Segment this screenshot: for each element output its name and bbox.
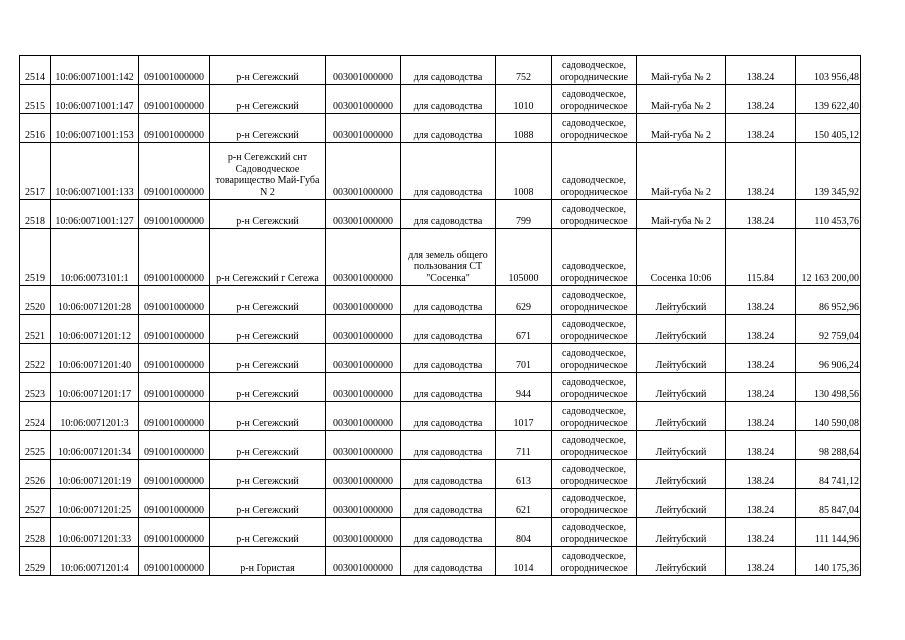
permitted-use-cell: для садоводства [401,431,496,460]
table-row [20,286,861,315]
permitted-use-cell: для садоводства [401,373,496,402]
land-category-cell: садоводческое, огородническое [552,518,637,547]
address-cell: р-н Сегежский [210,489,326,518]
oktmo-code-cell: 003001000000 [326,547,401,576]
row-number-cell: 2520 [20,286,51,315]
cadastral-value-cell: 139 345,92 [796,143,861,200]
permitted-use-cell: для садоводства [401,286,496,315]
table-row [20,85,861,114]
specific-value-cell: 138.24 [726,373,796,402]
okato-code-cell: 091001000000 [139,200,210,229]
land-plots-table [19,55,861,576]
zone-name-cell: Лейтубский [637,547,726,576]
specific-value-cell: 138.24 [726,143,796,200]
zone-name-cell: Сосенка 10:06 [637,229,726,286]
oktmo-code-cell: 003001000000 [326,344,401,373]
oktmo-code-cell: 003001000000 [326,286,401,315]
oktmo-code-cell: 003001000000 [326,431,401,460]
zone-name-cell: Лейтубский [637,402,726,431]
row-number-cell: 2529 [20,547,51,576]
cadastral-value-cell: 130 498,56 [796,373,861,402]
permitted-use-cell: для садоводства [401,547,496,576]
address-cell: р-н Сегежский [210,373,326,402]
address-cell: р-н Сегежский [210,344,326,373]
cadastral-number-cell: 10:06:0071201:19 [51,460,139,489]
table-row [20,431,861,460]
oktmo-code-cell: 003001000000 [326,56,401,85]
cadastral-value-cell: 139 622,40 [796,85,861,114]
cadastral-value-cell: 111 144,96 [796,518,861,547]
cadastral-number-cell: 10:06:0071201:3 [51,402,139,431]
zone-name-cell: Лейтубский [637,489,726,518]
area-cell: 701 [496,344,552,373]
table-body [20,56,861,576]
zone-name-cell: Лейтубский [637,286,726,315]
area-cell: 1014 [496,547,552,576]
area-cell: 711 [496,431,552,460]
row-number-cell: 2519 [20,229,51,286]
address-cell: р-н Сегежский [210,286,326,315]
land-category-cell: садоводческое, огородническое [552,402,637,431]
cadastral-number-cell: 10:06:0071201:17 [51,373,139,402]
permitted-use-cell: для садоводства [401,143,496,200]
address-cell: р-н Сегежский [210,431,326,460]
row-number-cell: 2516 [20,114,51,143]
okato-code-cell: 091001000000 [139,229,210,286]
permitted-use-cell: для земель общего пользования СТ "Сосенка" [401,229,496,286]
area-cell: 1017 [496,402,552,431]
specific-value-cell: 138.24 [726,489,796,518]
permitted-use-cell: для садоводства [401,460,496,489]
zone-name-cell: Лейтубский [637,315,726,344]
permitted-use-cell: для садоводства [401,489,496,518]
address-cell: р-н Сегежский [210,402,326,431]
table-row [20,315,861,344]
specific-value-cell: 138.24 [726,200,796,229]
table-row [20,56,861,85]
row-number-cell: 2515 [20,85,51,114]
permitted-use-cell: для садоводства [401,114,496,143]
area-cell: 799 [496,200,552,229]
address-cell: р-н Сегежский [210,56,326,85]
cadastral-number-cell: 10:06:0071001:127 [51,200,139,229]
zone-name-cell: Май-губа № 2 [637,114,726,143]
zone-name-cell: Лейтубский [637,518,726,547]
address-cell: р-н Сегежский [210,518,326,547]
cadastral-value-cell: 140 590,08 [796,402,861,431]
okato-code-cell: 091001000000 [139,460,210,489]
table-row [20,200,861,229]
zone-name-cell: Лейтубский [637,431,726,460]
table-row [20,460,861,489]
table-row [20,547,861,576]
cadastral-value-cell: 140 175,36 [796,547,861,576]
zone-name-cell: Лейтубский [637,460,726,489]
cadastral-number-cell: 10:06:0071001:153 [51,114,139,143]
permitted-use-cell: для садоводства [401,518,496,547]
land-category-cell: садоводческое, огородническое [552,114,637,143]
specific-value-cell: 138.24 [726,431,796,460]
zone-name-cell: Лейтубский [637,373,726,402]
row-number-cell: 2518 [20,200,51,229]
area-cell: 671 [496,315,552,344]
table-row [20,143,861,200]
oktmo-code-cell: 003001000000 [326,85,401,114]
oktmo-code-cell: 003001000000 [326,229,401,286]
row-number-cell: 2522 [20,344,51,373]
okato-code-cell: 091001000000 [139,143,210,200]
land-category-cell: садоводческое, огородническое [552,547,637,576]
cadastral-number-cell: 10:06:0071001:147 [51,85,139,114]
specific-value-cell: 115.84 [726,229,796,286]
permitted-use-cell: для садоводства [401,200,496,229]
permitted-use-cell: для садоводства [401,402,496,431]
okato-code-cell: 091001000000 [139,373,210,402]
cadastral-value-cell: 110 453,76 [796,200,861,229]
land-category-cell: садоводческое, огородническое [552,200,637,229]
cadastral-value-cell: 96 906,24 [796,344,861,373]
address-cell: р-н Сегежский [210,200,326,229]
okato-code-cell: 091001000000 [139,114,210,143]
area-cell: 105000 [496,229,552,286]
table-row [20,344,861,373]
zone-name-cell: Май-губа № 2 [637,143,726,200]
address-cell: р-н Сегежский снт Садоводческое товарищество Май-Губа N 2 [210,143,326,200]
land-category-cell: садоводческое, огородническое [552,489,637,518]
okato-code-cell: 091001000000 [139,85,210,114]
permitted-use-cell: для садоводства [401,344,496,373]
cadastral-value-cell: 92 759,04 [796,315,861,344]
specific-value-cell: 138.24 [726,85,796,114]
specific-value-cell: 138.24 [726,344,796,373]
okato-code-cell: 091001000000 [139,286,210,315]
row-number-cell: 2514 [20,56,51,85]
area-cell: 621 [496,489,552,518]
table-row [20,489,861,518]
cadastral-number-cell: 10:06:0073101:1 [51,229,139,286]
cadastral-value-cell: 12 163 200,00 [796,229,861,286]
land-category-cell: садоводческое, огородническое [552,344,637,373]
area-cell: 752 [496,56,552,85]
oktmo-code-cell: 003001000000 [326,489,401,518]
address-cell: р-н Сегежский г Сегежа [210,229,326,286]
area-cell: 1008 [496,143,552,200]
permitted-use-cell: для садоводства [401,56,496,85]
table-row [20,518,861,547]
oktmo-code-cell: 003001000000 [326,143,401,200]
specific-value-cell: 138.24 [726,460,796,489]
permitted-use-cell: для садоводства [401,315,496,344]
cadastral-value-cell: 84 741,12 [796,460,861,489]
specific-value-cell: 138.24 [726,547,796,576]
cadastral-number-cell: 10:06:0071201:28 [51,286,139,315]
cadastral-number-cell: 10:06:0071201:34 [51,431,139,460]
area-cell: 1010 [496,85,552,114]
row-number-cell: 2521 [20,315,51,344]
okato-code-cell: 091001000000 [139,518,210,547]
land-category-cell: садоводческое, огородническое [552,85,637,114]
okato-code-cell: 091001000000 [139,402,210,431]
oktmo-code-cell: 003001000000 [326,200,401,229]
specific-value-cell: 138.24 [726,315,796,344]
specific-value-cell: 138.24 [726,402,796,431]
oktmo-code-cell: 003001000000 [326,518,401,547]
address-cell: р-н Гористая [210,547,326,576]
zone-name-cell: Лейтубский [637,344,726,373]
oktmo-code-cell: 003001000000 [326,373,401,402]
row-number-cell: 2526 [20,460,51,489]
row-number-cell: 2517 [20,143,51,200]
specific-value-cell: 138.24 [726,286,796,315]
row-number-cell: 2523 [20,373,51,402]
cadastral-value-cell: 103 956,48 [796,56,861,85]
land-category-cell: садоводческое, огородническое [552,373,637,402]
cadastral-number-cell: 10:06:0071001:133 [51,143,139,200]
table-row [20,114,861,143]
okato-code-cell: 091001000000 [139,489,210,518]
okato-code-cell: 091001000000 [139,315,210,344]
cadastral-number-cell: 10:06:0071201:25 [51,489,139,518]
okato-code-cell: 091001000000 [139,547,210,576]
zone-name-cell: Май-губа № 2 [637,85,726,114]
area-cell: 804 [496,518,552,547]
land-category-cell: садоводческое, огородническое [552,315,637,344]
okato-code-cell: 091001000000 [139,344,210,373]
cadastral-value-cell: 85 847,04 [796,489,861,518]
specific-value-cell: 138.24 [726,56,796,85]
row-number-cell: 2527 [20,489,51,518]
oktmo-code-cell: 003001000000 [326,402,401,431]
area-cell: 1088 [496,114,552,143]
row-number-cell: 2524 [20,402,51,431]
row-number-cell: 2525 [20,431,51,460]
oktmo-code-cell: 003001000000 [326,460,401,489]
cadastral-value-cell: 150 405,12 [796,114,861,143]
specific-value-cell: 138.24 [726,114,796,143]
land-category-cell: садоводческое, огороднические [552,56,637,85]
okato-code-cell: 091001000000 [139,56,210,85]
table-row [20,402,861,431]
land-category-cell: садоводческое, огородническое [552,460,637,489]
zone-name-cell: Май-губа № 2 [637,200,726,229]
permitted-use-cell: для садоводства [401,85,496,114]
cadastral-value-cell: 98 288,64 [796,431,861,460]
cadastral-number-cell: 10:06:0071201:12 [51,315,139,344]
address-cell: р-н Сегежский [210,315,326,344]
area-cell: 613 [496,460,552,489]
area-cell: 944 [496,373,552,402]
land-category-cell: садоводческое, огородническое [552,229,637,286]
table-row [20,229,861,286]
cadastral-number-cell: 10:06:0071201:4 [51,547,139,576]
cadastral-number-cell: 10:06:0071201:33 [51,518,139,547]
specific-value-cell: 138.24 [726,518,796,547]
address-cell: р-н Сегежский [210,85,326,114]
area-cell: 629 [496,286,552,315]
okato-code-cell: 091001000000 [139,431,210,460]
oktmo-code-cell: 003001000000 [326,315,401,344]
land-category-cell: садоводческое, огородническое [552,431,637,460]
cadastral-value-cell: 86 952,96 [796,286,861,315]
land-category-cell: садоводческое, огородническое [552,143,637,200]
oktmo-code-cell: 003001000000 [326,114,401,143]
zone-name-cell: Май-губа № 2 [637,56,726,85]
address-cell: р-н Сегежский [210,114,326,143]
land-category-cell: садоводческое, огородническое [552,286,637,315]
cadastral-number-cell: 10:06:0071201:40 [51,344,139,373]
cadastral-number-cell: 10:06:0071001:142 [51,56,139,85]
row-number-cell: 2528 [20,518,51,547]
table-row [20,373,861,402]
address-cell: р-н Сегежский [210,460,326,489]
